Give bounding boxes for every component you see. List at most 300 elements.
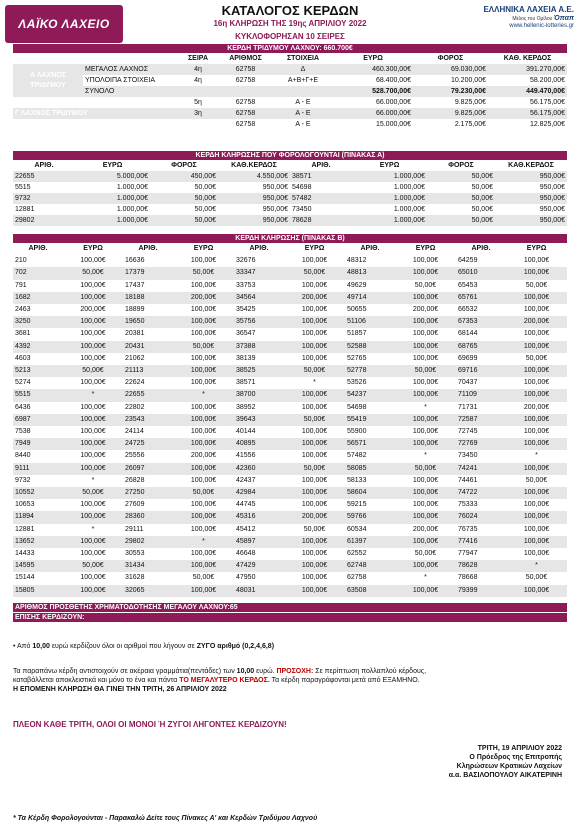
table-cell [218, 86, 273, 97]
table-cell: 61397 [345, 536, 395, 548]
row-label: ΜΕΓΑΛΟΣ ΛΑΧΝΟΣ [83, 64, 178, 75]
table-cell: 17437 [125, 281, 145, 289]
table-cell: 1.000,00€ [352, 182, 427, 193]
table-row [13, 215, 567, 226]
table-cell: 33753 [236, 281, 256, 289]
table-cell: 100,00€ [80, 550, 106, 558]
row-group-label: Α ΛΑΧΝΟΣ ΤΡΙΔΥΜΟΥ [13, 64, 83, 97]
table-cell: 18899 [125, 306, 145, 314]
table-cell: 11894 [13, 511, 63, 523]
table-cell: 100,00€ [523, 330, 550, 338]
table-cell: 100,00€ [395, 316, 456, 328]
table-cell: 5274 [15, 379, 31, 387]
table-cell: 50,00€ [525, 574, 548, 582]
table-cell: 46648 [236, 550, 256, 558]
table-cell: 50,00€ [63, 267, 123, 279]
table-cell: 47429 [234, 560, 284, 572]
table-cell: 100,00€ [80, 281, 106, 289]
table-cell: 66532 [458, 306, 478, 314]
org-member-line: Μέλος του Ομίλου Όπαπ [512, 15, 574, 22]
table-cell: 100,00€ [284, 536, 345, 548]
table-cell: 50,00€ [173, 487, 234, 499]
table-cell: 4η [178, 64, 218, 75]
table-cell: 47950 [236, 574, 256, 582]
table-cell: 49714 [345, 292, 395, 304]
table-row [13, 64, 567, 75]
column-header: ΕΥΡΩ [193, 245, 214, 252]
table-cell: 22802 [125, 403, 145, 411]
table-cell: 100,00€ [63, 536, 123, 548]
table-cell: 100,00€ [523, 428, 550, 436]
table-cell: 9111 [13, 463, 63, 475]
table-cell: 54698 [347, 403, 367, 411]
table-cell: 56.175,00€ [488, 97, 567, 108]
table-cell: 100,00€ [284, 487, 345, 499]
table-cell: 71109 [456, 389, 506, 401]
footnote: * Τα Κέρδη Φορολογούνται - Παρακαλώ Δείτε τους Πίνακες Α' και Κερδών Τριδύμου Λαχνού [13, 815, 318, 822]
table-cell: 39643 [234, 414, 284, 426]
column-header: ΚΑΘ.ΚΕΡΔΟΣ [231, 162, 277, 169]
table-cell: 200,00€ [190, 452, 217, 460]
table-cell: 50,00€ [63, 487, 123, 499]
table-cell: 1.000,00€ [75, 215, 150, 226]
table-cell: 48031 [234, 585, 284, 597]
table-cell: 62758 [218, 97, 273, 108]
table-row [13, 487, 567, 499]
table-cell: 2.175,00€ [413, 119, 488, 130]
table-cell: 68765 [456, 341, 506, 353]
table-cell: 45897 [234, 536, 284, 548]
table-cell: 57482 [290, 193, 352, 204]
table-cell: Δ [273, 64, 333, 75]
table-row [13, 572, 567, 584]
org-url[interactable]: www.hellenic-lotteries.gr [509, 23, 574, 29]
column-header: ΕΥΡΩ [102, 162, 123, 169]
column-header [83, 53, 178, 64]
table-row [13, 75, 567, 86]
table-cell: 42360 [234, 463, 284, 475]
table-cell: 4η [178, 75, 218, 86]
table-cell: 100,00€ [301, 257, 328, 265]
table-b [13, 243, 567, 597]
table-cell: 27609 [125, 501, 145, 509]
table-cell: 950,00€ [495, 182, 567, 193]
table-cell: 100,00€ [190, 476, 217, 484]
table-cell: 55900 [347, 428, 367, 436]
table-cell: 73450 [458, 452, 478, 460]
table-cell: 1.000,00€ [352, 171, 427, 182]
table-row [13, 463, 567, 475]
table-cell: 2463 [15, 306, 31, 314]
table-cell: 50,00€ [284, 365, 345, 377]
table-cell: 100,00€ [173, 438, 234, 450]
table-cell: 9732 [15, 476, 31, 484]
table-cell: 41556 [236, 452, 256, 460]
table-cell: 50,00€ [303, 525, 326, 533]
table-cell: 58133 [347, 476, 367, 484]
lottery-logo: ΛΑΪΚΟ ΛΑΧΕΙΟ [5, 5, 123, 43]
table-cell: 75333 [458, 501, 478, 509]
column-header: ΑΡΙΘ. [138, 245, 158, 252]
table-cell: 100,00€ [395, 292, 456, 304]
table-cell: 950,00€ [495, 215, 567, 226]
table-cell: 200,00€ [412, 306, 439, 314]
table-cell: 15805 [13, 585, 63, 597]
table-cell: 100,00€ [395, 585, 456, 597]
table-cell: 78668 [458, 574, 478, 582]
table-cell: 100,00€ [190, 306, 217, 314]
table-row [13, 548, 567, 560]
table-cell: 9.825,00€ [413, 97, 488, 108]
table-cell: 18188 [123, 292, 173, 304]
table-row [13, 182, 567, 193]
table-cell: 3η [178, 108, 218, 119]
table-row [13, 438, 567, 450]
table-cell: 100,00€ [173, 316, 234, 328]
table-cell: 52588 [345, 341, 395, 353]
table-cell: 32065 [123, 585, 173, 597]
table-cell: 73450 [290, 204, 352, 215]
table-row [13, 426, 567, 438]
column-header: ΑΡΙΘ. [311, 162, 331, 169]
triple-prize-bar: ΚΕΡΔΗ ΤΡΙΔΥΜΟΥ ΛΑΧΝΟΥ: 660.700€ [13, 44, 567, 53]
table-cell: 22655 [13, 171, 75, 182]
table-cell: 100,00€ [395, 487, 456, 499]
table-cell: 65761 [456, 292, 506, 304]
series-subtitle: ΚΥΚΛΟΦΟΡΗΣΑΝ 10 ΣΕΙΡΕΣ [235, 32, 345, 41]
financing-bar: ΑΡΙΘΜΟΣ ΠΡΟΣΘΕΤΗΣ ΧΡΗΜΑΤΟΔΟΤΗΣΗΣ ΜΕΓΑΛΟΥ ΛΑΧΝΟΥ:65 [13, 603, 567, 612]
table-cell: 14595 [13, 560, 63, 572]
table-cell: 100,00€ [506, 585, 567, 597]
table-cell: Α+Β+Γ+Ε [273, 75, 333, 86]
table-cell [273, 86, 333, 97]
table-cell: 50,00€ [284, 267, 345, 279]
table-cell: 100,00€ [506, 438, 567, 450]
table-cell: 35756 [234, 316, 284, 328]
table-cell: 55419 [345, 414, 395, 426]
table-cell: 50,00€ [414, 550, 437, 558]
table-cell: 450,00€ [150, 171, 218, 182]
table-cell: 5.000,00€ [75, 171, 150, 182]
table-cell: 66.000,00€ [333, 97, 413, 108]
table-header-row [13, 53, 567, 64]
table-cell: 27250 [123, 487, 173, 499]
table-cell: 60534 [347, 525, 367, 533]
table-cell: 950,00€ [495, 204, 567, 215]
signature-date: ΤΡΙΤΗ, 19 ΑΠΡΙΛΙΟΥ 2022 [477, 745, 562, 752]
table-cell: 36547 [236, 330, 256, 338]
table-cell: 58.200,00€ [488, 75, 567, 86]
table-cell: 34564 [234, 292, 284, 304]
table-cell: 1682 [13, 292, 63, 304]
table-cell: 42437 [236, 476, 256, 484]
table-cell: 950,00€ [495, 171, 567, 182]
table-cell: 15144 [15, 574, 35, 582]
table-cell: 38571 [290, 171, 352, 182]
table-row [13, 585, 567, 597]
table-cell: 57482 [347, 452, 367, 460]
table-cell: 69.030,00€ [413, 64, 488, 75]
table-cell: 1.000,00€ [352, 215, 427, 226]
table-cell: 50,00€ [427, 215, 495, 226]
table-row [13, 304, 567, 316]
table-cell: 100,00€ [412, 330, 439, 338]
table-cell: 38139 [236, 354, 256, 362]
table-cell: 1.000,00€ [75, 193, 150, 204]
table-cell: 100,00€ [80, 379, 106, 387]
table-cell: 50,00€ [150, 193, 218, 204]
column-header: ΕΥΡΩ [304, 245, 325, 252]
table-cell: 76024 [456, 511, 506, 523]
table-row [13, 255, 567, 267]
table-cell: 950,00€ [218, 182, 290, 193]
table-cell: 53526 [347, 379, 367, 387]
table-cell: 100,00€ [395, 414, 456, 426]
table-row [13, 377, 567, 389]
table-cell: 72745 [458, 428, 478, 436]
table-b-bar: ΚΕΡΔΗ ΚΛΗΡΩΣΗΣ (ΠΙΝΑΚΑΣ Β) [13, 234, 567, 243]
table-row [13, 171, 567, 182]
table-cell: 100,00€ [506, 487, 567, 499]
table-cell: 100,00€ [284, 316, 345, 328]
table-cell: 74722 [456, 487, 506, 499]
signatory: α.α. ΒΑΣΙΛΟΠΟΥΛΟΥ ΑΙΚΑΤΕΡΙΝΗ [448, 772, 562, 779]
table-cell: 50,00€ [150, 182, 218, 193]
table-cell: 100,00€ [412, 379, 439, 387]
table-cell: * [173, 389, 234, 401]
table-cell: 56.175,00€ [488, 108, 567, 119]
table-cell: 50,00€ [525, 354, 548, 362]
column-header [13, 53, 83, 64]
table-row [13, 389, 567, 401]
table-cell: 71731 [458, 403, 478, 411]
table-cell: 100,00€ [523, 501, 550, 509]
promo-text: ΠΛΕΟΝ ΚΑΘΕ ΤΡΙΤΗ, ΟΛΟΙ ΟΙ ΜΟΝΟΙ Ή ΖΥΓΟΙ ΛΗΓΟΝΤΕΣ ΚΕΡΔΙΖΟΥΝ! [13, 720, 287, 729]
column-header: ΚΑΘ.ΚΕΡΔΟΣ [508, 162, 554, 169]
table-cell: 25556 [125, 452, 145, 460]
table-cell: 100,00€ [80, 501, 106, 509]
table-row [13, 402, 567, 414]
table-cell: 100,00€ [63, 341, 123, 353]
table-cell: * [424, 574, 427, 582]
table-cell: 100,00€ [190, 379, 217, 387]
table-cell: 391.270,00€ [488, 64, 567, 75]
table-cell: 21113 [123, 365, 173, 377]
row-label: ΣΕ ΟΛΕΣ ΤΙΣ ΑΛΛΕΣ ΣΕΙΡΕΣ [13, 119, 178, 130]
table-cell: * [424, 452, 427, 460]
table-cell: 100,00€ [190, 428, 217, 436]
table-cell: 100,00€ [523, 257, 550, 265]
table-cell: 12881 [15, 525, 35, 533]
table-cell: 33347 [234, 267, 284, 279]
table-row [13, 292, 567, 304]
table-cell: 100,00€ [301, 452, 328, 460]
table-cell: 100,00€ [301, 403, 328, 411]
table-cell: 100,00€ [395, 560, 456, 572]
table-cell: 4.550,00€ [218, 171, 290, 182]
column-header: ΦΟΡΟΣ [437, 55, 464, 62]
table-cell: 67353 [456, 316, 506, 328]
even-number-rule: • Από 10,00 ευρώ κερδίζουν όλοι οι αριθμοί που λήγουν σε ΖΥΓΟ αριθμό (0,2,4,6,8) [13, 643, 275, 650]
table-cell: 200,00€ [173, 292, 234, 304]
table-cell: 100,00€ [80, 428, 106, 436]
row-label: ΥΠΟΛΟΙΠΑ ΣΤΟΙΧΕΙΑ [83, 75, 178, 86]
table-cell: 66.000,00€ [333, 108, 413, 119]
table-cell: 100,00€ [506, 389, 567, 401]
table-cell: 100,00€ [173, 463, 234, 475]
table-cell: 100,00€ [63, 438, 123, 450]
table-row [13, 316, 567, 328]
table-cell: 38571 [236, 379, 256, 387]
table-cell: 100,00€ [80, 330, 106, 338]
column-header: ΣΤΟΙΧΕΙΑ [286, 55, 320, 62]
table-cell: 100,00€ [190, 354, 217, 362]
table-cell: 10653 [15, 501, 35, 509]
table-cell: 4392 [13, 341, 63, 353]
table-cell: 100,00€ [190, 257, 217, 265]
table-cell: 791 [15, 281, 27, 289]
table-cell: 4603 [15, 354, 31, 362]
table-cell: 1.000,00€ [75, 204, 150, 215]
table-cell: 100,00€ [63, 414, 123, 426]
table-cell: 74461 [458, 476, 478, 484]
table-cell: 50,00€ [427, 171, 495, 182]
table-cell: 100,00€ [301, 281, 328, 289]
table-row [13, 108, 567, 119]
table-cell: 210 [15, 257, 27, 265]
table-cell: 100,00€ [63, 292, 123, 304]
table-cell: 72769 [456, 438, 506, 450]
table-cell: 10.200,00€ [413, 75, 488, 86]
table-cell: 3681 [15, 330, 31, 338]
table-cell: 15.000,00€ [333, 119, 413, 130]
table-row [13, 560, 567, 572]
table-cell: 50,00€ [395, 463, 456, 475]
table-cell: 58085 [345, 463, 395, 475]
table-cell: 22655 [123, 389, 173, 401]
table-cell: 100,00€ [301, 501, 328, 509]
table-cell: 100,00€ [301, 574, 328, 582]
table-cell: 200,00€ [284, 511, 345, 523]
table-cell: 100,00€ [63, 511, 123, 523]
table-cell: 50,00€ [427, 182, 495, 193]
table-cell: 20381 [125, 330, 145, 338]
table-cell: 5515 [13, 389, 63, 401]
table-row [13, 536, 567, 548]
table-cell: * [313, 379, 316, 387]
table-cell: 100,00€ [523, 550, 550, 558]
table-cell: 26097 [123, 463, 173, 475]
column-header: ΕΥΡΩ [415, 245, 436, 252]
triple-prize-table [13, 53, 567, 130]
table-cell: 100,00€ [412, 354, 439, 362]
table-cell: 38700 [234, 389, 284, 401]
table-cell: 3250 [13, 316, 63, 328]
table-cell: * [91, 525, 95, 533]
table-row [13, 267, 567, 279]
table-cell: 30553 [125, 550, 145, 558]
table-cell: 68.400,00€ [333, 75, 413, 86]
table-cell: 50,00€ [173, 267, 234, 279]
table-cell: * [91, 476, 95, 484]
table-cell: 100,00€ [63, 463, 123, 475]
table-cell: 100,00€ [80, 574, 106, 582]
table-cell: 50,00€ [525, 476, 548, 484]
column-header: ΑΡΙΘ. [249, 245, 269, 252]
table-row [13, 119, 567, 130]
table-cell: 100,00€ [506, 267, 567, 279]
table-cell: 100,00€ [301, 428, 328, 436]
table-cell: 100,00€ [395, 536, 456, 548]
table-cell: 58604 [345, 487, 395, 499]
table-cell: 79399 [456, 585, 506, 597]
table-cell: 100,00€ [395, 267, 456, 279]
table-cell: 28360 [123, 511, 173, 523]
table-row [13, 328, 567, 340]
table-cell: 100,00€ [506, 463, 567, 475]
table-cell: 22624 [125, 379, 145, 387]
terms-paragraph: Τα παραπάνω κέρδη αντιστοιχούν σε ακέραια γραμμάτια(πεντάδες) των 10,00 ευρώ. ΠΡΟΣΟΧΗ: Σε περίπτωση πολλαπλού κέρδους, καταβάλλεται αποκλειστικά και μόνο το ένα και πάντα ΤΟ ΜΕΓΑΛΥΤΕΡΟ ΚΕΡΔΟΣ. Τα κέρδη παραγράφονται μετά από ΕΞΑΜΗΝΟ. Η ΕΠΟΜΕΝΗ ΚΛΗΡΩΣΗ ΘΑ ΓΙΝΕΙ ΤΗΝ ΤΡΙΤΗ, 26 ΑΠΡΙΛΙΟΥ 2022 [13, 667, 567, 694]
table-cell: 50,00€ [63, 365, 123, 377]
table-cell: 40144 [236, 428, 256, 436]
table-cell: 31434 [123, 560, 173, 572]
table-cell: 62758 [218, 119, 273, 130]
table-cell: * [63, 389, 123, 401]
table-cell: 62758 [347, 574, 367, 582]
table-cell: 100,00€ [506, 414, 567, 426]
table-cell: 200,00€ [523, 403, 550, 411]
table-cell: 100,00€ [412, 257, 439, 265]
table-cell: 449.470,00€ [488, 86, 567, 97]
table-cell: 26828 [125, 476, 145, 484]
table-cell: 7949 [13, 438, 63, 450]
column-header: ΑΡΙΘ. [360, 245, 380, 252]
table-row [13, 86, 567, 97]
table-cell: 100,00€ [80, 257, 106, 265]
table-a-bar: ΚΕΡΔΗ ΚΛΗΡΩΣΗΣ ΠΟΥ ΦΟΡΟΛΟΓΟΥΝΤΑΙ (ΠΙΝΑΚΑΣ Α) [13, 151, 567, 160]
row-label: ΣΥΝΟΛΟ [83, 86, 178, 97]
table-a [13, 160, 567, 226]
table-cell: 35425 [236, 306, 256, 314]
table-cell: 65453 [458, 281, 478, 289]
table-cell: 48813 [345, 267, 395, 279]
table-cell: 100,00€ [173, 511, 234, 523]
table-cell: 100,00€ [80, 452, 106, 460]
table-cell: 50,00€ [284, 463, 345, 475]
table-cell: 31628 [125, 574, 145, 582]
table-cell: 48312 [347, 257, 367, 265]
table-cell: 51106 [345, 316, 395, 328]
column-header: ΕΥΡΩ [83, 245, 103, 252]
table-cell: 100,00€ [506, 292, 567, 304]
column-header: ΑΡΙΘΜΟΣ [229, 55, 262, 62]
table-cell: 24114 [125, 428, 144, 436]
table-cell: 19650 [123, 316, 173, 328]
table-cell: Α - Ε [273, 97, 333, 108]
table-cell: 100,00€ [395, 341, 456, 353]
table-cell: 51857 [347, 330, 367, 338]
org-name: ΕΛΛΗΝΙΚΑ ΛΑΧΕΙΑ Α.Ε. [483, 5, 574, 14]
table-cell: 9.825,00€ [413, 108, 488, 119]
table-cell: 100,00€ [301, 476, 328, 484]
table-cell: 74241 [456, 463, 506, 475]
table-cell: 1.000,00€ [352, 204, 427, 215]
table-cell: 10552 [13, 487, 63, 499]
table-row [13, 450, 567, 462]
table-cell: 100,00€ [301, 306, 328, 314]
table-cell: 8440 [15, 452, 31, 460]
table-cell: 45316 [234, 511, 284, 523]
